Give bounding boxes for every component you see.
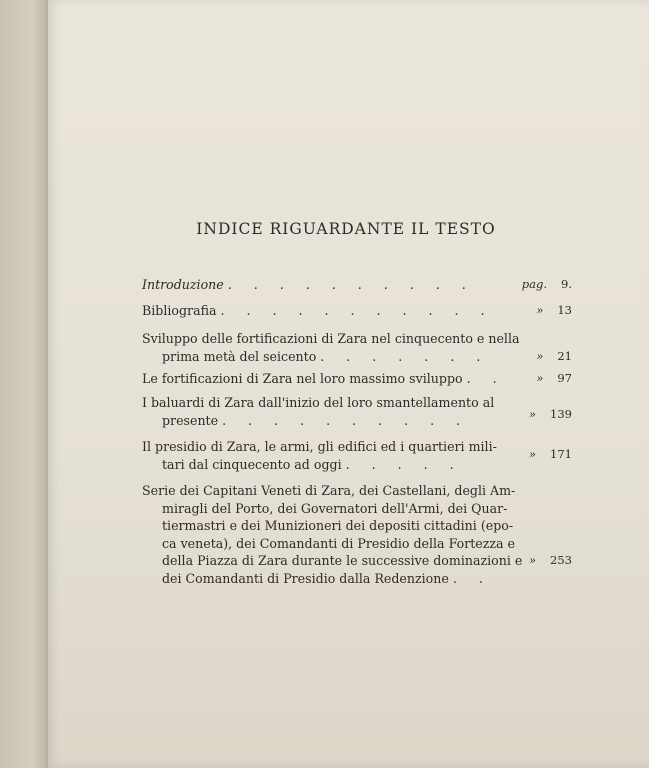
toc-entry-introduzione [142, 276, 572, 294]
toc-entry-title: Introduzione [142, 277, 224, 292]
toc-entry-line: tari dal cinquecento ad oggi [162, 456, 342, 472]
dot-leader: . . [466, 371, 506, 386]
toc-entry-line: Il presidio di Zara, le armi, gli edifici ed i quartieri mili- [142, 439, 497, 454]
dot-leader: . . . . . . . . . . . [220, 303, 494, 318]
page-title: INDICE RIGUARDANTE IL TESTO [196, 220, 496, 238]
toc-page-ref [529, 552, 572, 570]
toc-entry-title: Bibliografia [142, 303, 217, 318]
toc-page-ref [522, 276, 572, 294]
page-prefix: » [529, 447, 537, 461]
toc-entry-line: Sviluppo delle fortificazioni di Zara nel cinquecento e nella [142, 331, 520, 346]
toc-entry-massimo-sviluppo [142, 370, 572, 388]
page-prefix: pag. [521, 277, 548, 291]
dot-leader: . . . . . . . . . . [222, 412, 470, 428]
dot-leader: . . . . . . . [320, 348, 490, 364]
page-prefix: » [536, 349, 544, 363]
toc-entry-line: della Piazza di Zara durante le successive dominazioni e [162, 553, 523, 568]
toc-entry-presidio [142, 438, 572, 473]
page-prefix: » [536, 303, 544, 317]
page-edge [46, 0, 48, 768]
toc-entry-line: dei Comandanti di Presidio dalla Redenzione [162, 570, 449, 586]
toc-entry-baluardi [142, 394, 572, 429]
page-number: 253 [550, 553, 572, 567]
book-binding [0, 0, 46, 768]
page-prefix: » [529, 553, 537, 567]
page-number: 13 [557, 303, 572, 317]
toc-entry-serie-capitani [142, 482, 572, 587]
dot-leader: . . . . . . . . . . [227, 277, 475, 292]
toc-page-ref [536, 302, 572, 320]
page-number: 97 [557, 371, 572, 385]
toc-entry-sviluppo [142, 330, 572, 365]
page-number: 21 [557, 349, 572, 363]
toc-entry-line: tiermastri e dei Munizioneri dei depositi cittadini (epo- [162, 518, 514, 533]
toc-entry-line: presente [162, 412, 219, 428]
toc-entry-bibliografia [142, 302, 572, 320]
toc-page-ref [536, 348, 572, 366]
dot-leader: . . [452, 570, 492, 586]
toc-entry-line: prima metà del seicento [162, 348, 317, 364]
toc-entry-title: Le fortificazioni di Zara nel loro massimo sviluppo [142, 371, 463, 386]
page-prefix: » [529, 407, 537, 421]
toc-entry-line: Serie dei Capitani Veneti di Zara, dei Castellani, degli Am- [142, 483, 516, 498]
toc-page-ref [536, 370, 572, 388]
page-prefix: » [536, 371, 544, 385]
page-number: 139 [550, 407, 572, 421]
toc-entry-line: ca veneta), dei Comandanti di Presidio della Fortezza e [162, 535, 515, 551]
page-number: 9. [561, 277, 572, 291]
toc-page-ref [529, 406, 572, 424]
toc-entry-line: I baluardi di Zara dall'inizio del loro smantellamento al [142, 395, 495, 410]
toc-page-ref [529, 446, 572, 464]
page-number: 171 [550, 447, 572, 461]
toc-entry-line: miragli del Porto, dei Governatori dell'Armi, dei Quar- [162, 500, 508, 516]
dot-leader: . . . . . [345, 456, 463, 472]
